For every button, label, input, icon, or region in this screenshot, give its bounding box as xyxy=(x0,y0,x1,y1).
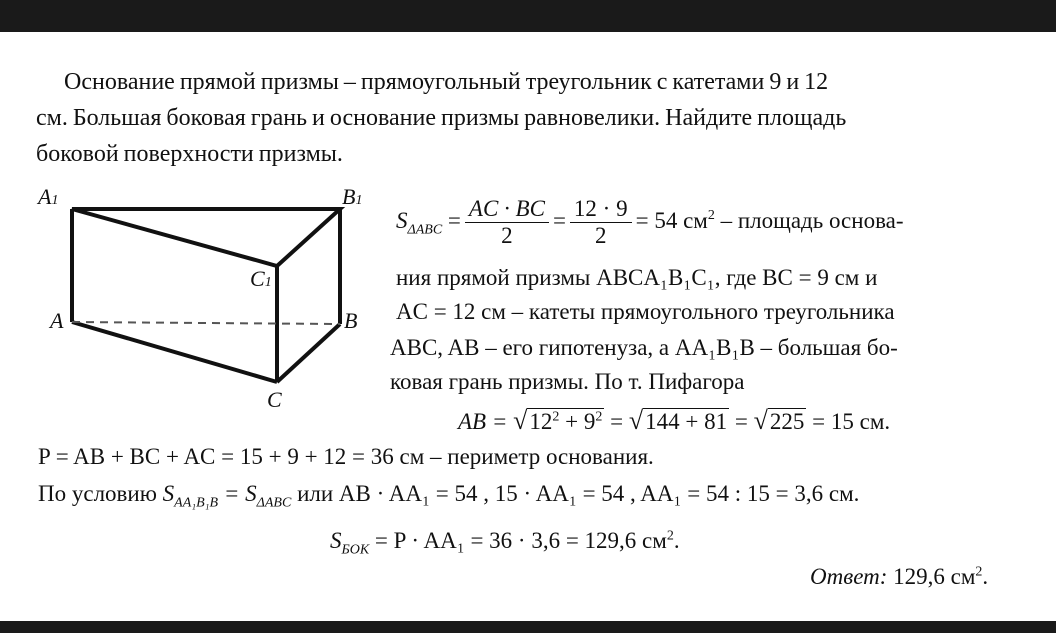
pythagoras-formula: AB = $√12^2 + 9^2 = √144 + 81 = √225 = 15$ см. xyxy=(458,406,891,435)
solution-line-3: AC = 12 см – катеты прямоугольного треугольника xyxy=(396,299,895,324)
solution-line-2: ния прямой призмы ABCA₁B₁C₁, где BC = 9 см и xyxy=(396,265,878,290)
perimeter-line: P = AB + BC + AC = 15 + 9 + 12 = 36 см – периметр основания. xyxy=(38,444,654,469)
edge-CB xyxy=(277,324,340,382)
label-C: C xyxy=(267,387,282,412)
lateral-area-formula: $S_{БОК} = P \cdot AA_1 = 36 \cdot 3,6 = 129,6$ $см^2$. xyxy=(330,528,680,558)
problem-line-2: см. Большая боковая грань и основание призмы равновелики. Найдите площадь xyxy=(36,105,847,131)
label-A: A xyxy=(50,308,64,333)
solution-line-5: ковая грань призмы. По т. Пифагора xyxy=(390,369,745,394)
bottom-dark-bar xyxy=(0,621,1056,633)
label-C1: C1 xyxy=(250,266,272,291)
label-B: B xyxy=(344,308,358,333)
label-A1: A1 xyxy=(38,184,59,209)
hidden-edge-AB xyxy=(72,322,340,324)
prism-figure xyxy=(30,182,380,417)
problem-statement xyxy=(36,64,1036,172)
top-dark-bar xyxy=(0,0,1056,32)
label-B1: B1 xyxy=(342,184,363,209)
problem-line-1: Основание прямой призмы – прямоугольный треугольник с катетами 9 и 12 xyxy=(64,69,829,95)
edge-AC xyxy=(72,322,277,382)
condition-line: По условию $S_{AA_1B_1B} = S_{\Delta ABC}$ или AB · AA₁ = 54 , 15 · AA₁ = 54 , AA₁ = 54 : 15 = 3,6 см. xyxy=(38,481,860,511)
prism-top-face xyxy=(72,209,340,266)
solution-line-4: ABC, AB – его гипотенуза, а AA₁B₁B – большая бо- xyxy=(390,335,898,360)
problem-line-3: боковой поверхности призмы. xyxy=(36,141,343,167)
area-formula: $S_{\Delta ABC}$ = $\frac{AC \cdot BC}{2}$ = $\frac{12 \cdot 9}{2}$ = 54 $см^2$ – площадь основа- xyxy=(396,196,904,248)
answer-line: Ответ: 129,6 $см^2$. xyxy=(810,564,989,589)
